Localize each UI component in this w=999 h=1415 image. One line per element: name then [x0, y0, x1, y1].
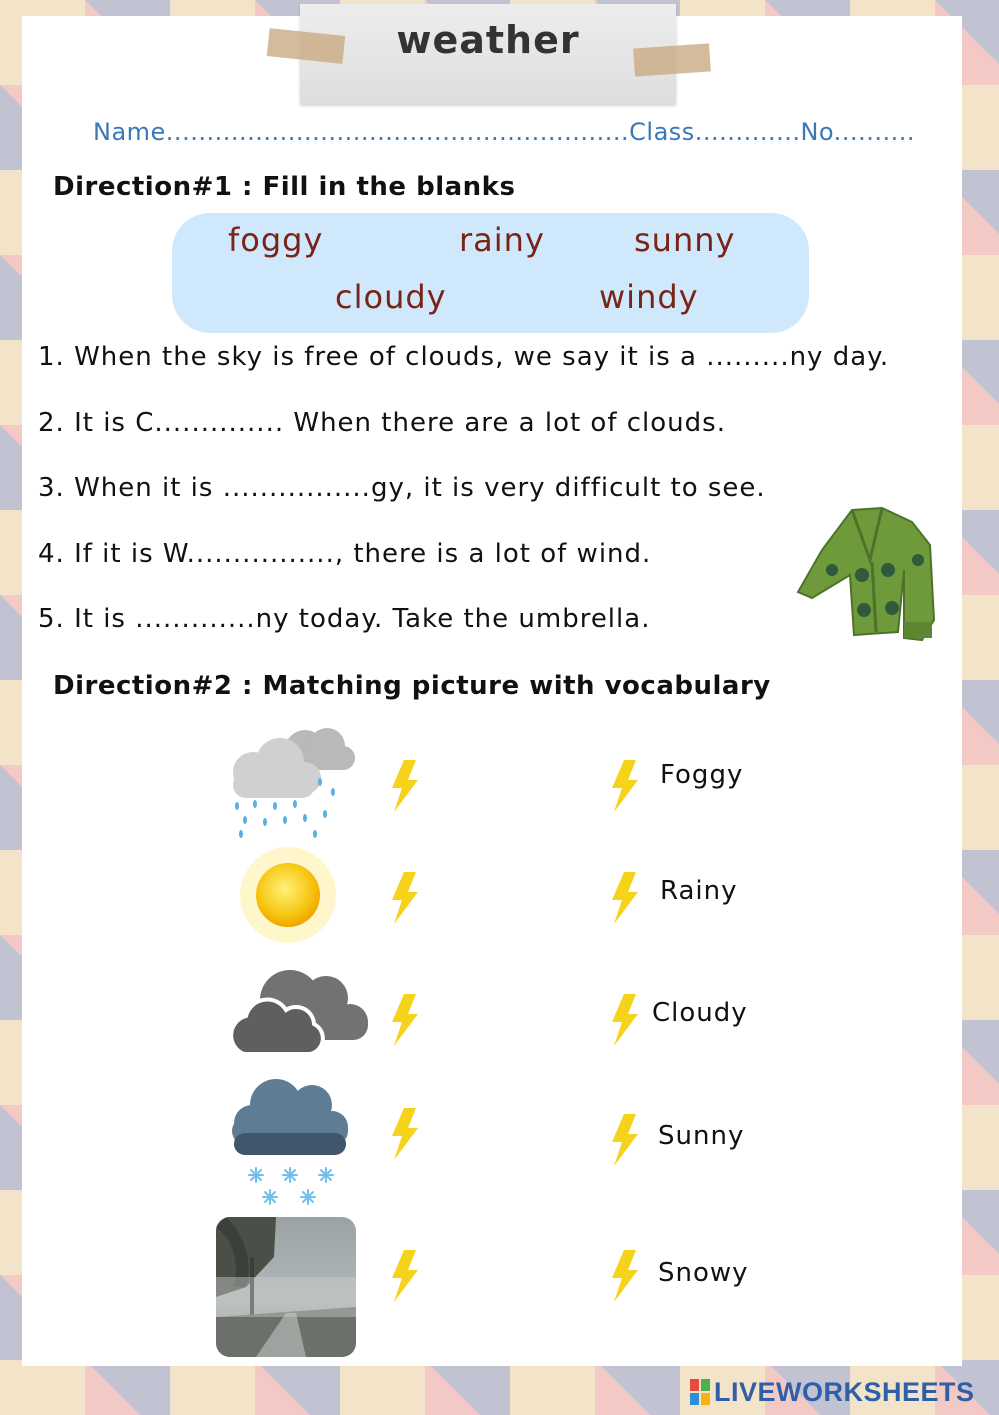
match-bolt-right-3[interactable] — [610, 994, 640, 1046]
sentence-4: 4. If it is W................, there is a lot of wind. — [38, 539, 652, 569]
match-bolt-right-2[interactable] — [610, 872, 640, 924]
liveworksheets-logo-icon — [690, 1379, 710, 1405]
word-bank-item: sunny — [634, 221, 736, 259]
match-bolt-left-4[interactable] — [390, 1108, 420, 1160]
vocabulary-word: Snowy — [658, 1258, 749, 1288]
sentence-5: 5. It is .............ny today. Take the umbrella. — [38, 604, 651, 634]
worksheet-title: weather — [396, 18, 580, 62]
word-bank-item: windy — [599, 278, 699, 316]
name-class-number-line: Name.........................................................Class.............No.......... — [93, 118, 915, 146]
sweater-icon — [792, 500, 942, 645]
direction-1-heading: Direction#1 : Fill in the blanks — [53, 172, 516, 202]
sentence-2: 2. It is C.............. When there are a lot of clouds. — [38, 408, 726, 438]
match-bolt-left-3[interactable] — [390, 994, 420, 1046]
vocabulary-word: Foggy — [660, 760, 744, 790]
vocabulary-word: Sunny — [658, 1121, 745, 1151]
sentence-3: 3. When it is ................gy, it is very difficult to see. — [38, 473, 766, 503]
direction-2-heading: Direction#2 : Matching picture with vocabulary — [53, 671, 771, 701]
match-bolt-left-2[interactable] — [390, 872, 420, 924]
sun-icon — [238, 845, 338, 945]
snow-cloud-icon — [226, 1075, 352, 1210]
word-bank — [172, 213, 809, 333]
vocabulary-word: Rainy — [660, 876, 738, 906]
match-bolt-right-5[interactable] — [610, 1250, 640, 1302]
cloudy-icon — [222, 960, 370, 1058]
match-bolt-right-1[interactable] — [610, 760, 640, 812]
vocabulary-word: Cloudy — [652, 998, 748, 1028]
match-bolt-left-1[interactable] — [390, 760, 420, 812]
word-bank-item: foggy — [228, 221, 324, 259]
match-bolt-left-5[interactable] — [390, 1250, 420, 1302]
match-bolt-right-4[interactable] — [610, 1114, 640, 1166]
fog-photo-icon — [216, 1217, 356, 1357]
liveworksheets-logo — [690, 1376, 975, 1408]
word-bank-item: rainy — [459, 221, 545, 259]
rain-cloud-icon — [225, 722, 355, 840]
sentence-1: 1. When the sky is free of clouds, we say it is a .........ny day. — [38, 342, 890, 372]
word-bank-item: cloudy — [335, 278, 447, 316]
liveworksheets-logo-text: LIVEWORKSHEETS — [714, 1376, 975, 1407]
